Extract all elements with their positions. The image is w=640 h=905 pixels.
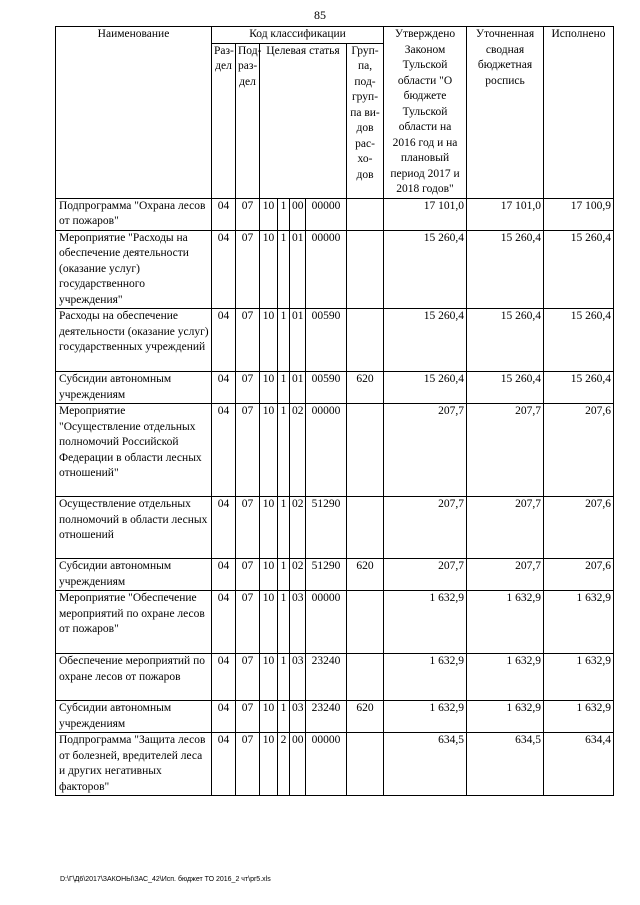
row-razdel: 04 — [212, 372, 236, 404]
row-refined: 207,7 — [467, 404, 544, 497]
row-refined: 1 632,9 — [467, 701, 544, 733]
row-name: Мероприятие "Обеспечение мероприятий по охране лесов от пожаров" — [56, 591, 212, 654]
row-target-program: 10 — [260, 309, 278, 372]
row-target-subprogram: 1 — [278, 230, 290, 309]
row-razdel: 04 — [212, 559, 236, 591]
row-target-code: 00000 — [306, 404, 347, 497]
row-approved: 207,7 — [384, 559, 467, 591]
row-name: Расходы на обеспечение деятельности (оказание услуг) государственных учреждений — [56, 309, 212, 372]
row-razdel: 04 — [212, 591, 236, 654]
row-group — [347, 654, 384, 701]
table-row — [56, 372, 614, 404]
row-approved: 15 260,4 — [384, 372, 467, 404]
table-row — [56, 230, 614, 309]
row-executed: 15 260,4 — [544, 372, 614, 404]
row-name: Мероприятие "Осуществление отдельных полномочий Российской Федерации в области лесных отношений" — [56, 404, 212, 497]
row-refined: 15 260,4 — [467, 309, 544, 372]
row-group — [347, 404, 384, 497]
row-executed: 207,6 — [544, 404, 614, 497]
page-number: 85 — [314, 8, 326, 22]
row-group — [347, 497, 384, 559]
row-razdel: 04 — [212, 230, 236, 309]
row-approved: 207,7 — [384, 497, 467, 559]
row-target-program: 10 — [260, 733, 278, 796]
row-razdel: 04 — [212, 654, 236, 701]
row-podrazdel: 07 — [236, 701, 260, 733]
row-target-code: 51290 — [306, 559, 347, 591]
row-approved: 1 632,9 — [384, 701, 467, 733]
row-refined: 1 632,9 — [467, 654, 544, 701]
header-executed: Исполнено — [544, 27, 614, 199]
row-name: Субсидии автономным учреждениям — [56, 701, 212, 733]
row-target-subprogram: 1 — [278, 654, 290, 701]
row-name: Осуществление отдельных полномочий в области лесных отношений — [56, 497, 212, 559]
row-executed: 634,4 — [544, 733, 614, 796]
row-target-code: 00000 — [306, 230, 347, 309]
row-group — [347, 309, 384, 372]
row-podrazdel: 07 — [236, 559, 260, 591]
row-approved: 15 260,4 — [384, 230, 467, 309]
row-podrazdel: 07 — [236, 372, 260, 404]
row-approved: 1 632,9 — [384, 591, 467, 654]
row-target-subprogram: 1 — [278, 372, 290, 404]
row-target-program: 10 — [260, 497, 278, 559]
row-approved: 17 101,0 — [384, 198, 467, 230]
row-razdel: 04 — [212, 497, 236, 559]
row-group: 620 — [347, 372, 384, 404]
header-classification: Код классификации — [212, 27, 384, 44]
row-target-subprogram: 2 — [278, 733, 290, 796]
row-target-event: 02 — [290, 404, 306, 497]
row-razdel: 04 — [212, 733, 236, 796]
table-row — [56, 701, 614, 733]
row-group: 620 — [347, 559, 384, 591]
header-approved: Утверждено Законом Тульской области "О бюджете Тульской области на 2016 год и на плановый период 2017 и 2018 годов" — [384, 27, 467, 199]
row-executed: 1 632,9 — [544, 654, 614, 701]
budget-table — [55, 26, 614, 796]
row-refined: 207,7 — [467, 559, 544, 591]
row-target-program: 10 — [260, 230, 278, 309]
row-approved: 1 632,9 — [384, 654, 467, 701]
row-target-event: 03 — [290, 591, 306, 654]
row-target-event: 01 — [290, 230, 306, 309]
row-target-code: 51290 — [306, 497, 347, 559]
row-razdel: 04 — [212, 701, 236, 733]
row-target-event: 00 — [290, 733, 306, 796]
row-target-program: 10 — [260, 559, 278, 591]
row-target-event: 01 — [290, 372, 306, 404]
row-target-code: 00000 — [306, 198, 347, 230]
row-refined: 15 260,4 — [467, 372, 544, 404]
row-target-code: 00000 — [306, 591, 347, 654]
row-target-subprogram: 1 — [278, 198, 290, 230]
row-name: Обеспечение мероприятий по охране лесов от пожаров — [56, 654, 212, 701]
table-row — [56, 309, 614, 372]
row-razdel: 04 — [212, 309, 236, 372]
row-name: Подпрограмма "Охрана лесов от пожаров" — [56, 198, 212, 230]
row-target-code: 00590 — [306, 309, 347, 372]
row-target-program: 10 — [260, 404, 278, 497]
row-podrazdel: 07 — [236, 497, 260, 559]
row-target-subprogram: 1 — [278, 497, 290, 559]
row-target-subprogram: 1 — [278, 309, 290, 372]
row-podrazdel: 07 — [236, 591, 260, 654]
table-row — [56, 559, 614, 591]
row-podrazdel: 07 — [236, 733, 260, 796]
row-name: Субсидии автономным учреждениям — [56, 559, 212, 591]
row-target-code: 23240 — [306, 701, 347, 733]
row-name: Мероприятие "Расходы на обеспечение деятельности (оказание услуг) государственного учреждения" — [56, 230, 212, 309]
row-target-event: 02 — [290, 497, 306, 559]
row-refined: 634,5 — [467, 733, 544, 796]
file-path-footer: D:\Г\Д6\2017\ЗАКОНЫ\ЗАС_42\Исп. бюджет ТО 2016_2 чт\pr5.xls — [60, 876, 271, 883]
row-executed: 1 632,9 — [544, 701, 614, 733]
table-row — [56, 654, 614, 701]
row-target-program: 10 — [260, 372, 278, 404]
row-approved: 207,7 — [384, 404, 467, 497]
row-group — [347, 591, 384, 654]
row-executed: 15 260,4 — [544, 309, 614, 372]
table-row — [56, 733, 614, 796]
row-group: 620 — [347, 701, 384, 733]
row-target-event: 00 — [290, 198, 306, 230]
row-target-program: 10 — [260, 701, 278, 733]
row-name: Подпрограмма "Защита лесов от болезней, вредителей леса и других негативных факторов" — [56, 733, 212, 796]
row-razdel: 04 — [212, 198, 236, 230]
row-target-event: 01 — [290, 309, 306, 372]
row-group — [347, 733, 384, 796]
row-target-subprogram: 1 — [278, 701, 290, 733]
row-target-event: 02 — [290, 559, 306, 591]
row-group — [347, 198, 384, 230]
table-row — [56, 404, 614, 497]
row-executed: 207,6 — [544, 559, 614, 591]
row-refined: 15 260,4 — [467, 230, 544, 309]
row-target-code: 00000 — [306, 733, 347, 796]
row-refined: 1 632,9 — [467, 591, 544, 654]
row-target-subprogram: 1 — [278, 559, 290, 591]
row-executed: 15 260,4 — [544, 230, 614, 309]
table-row — [56, 591, 614, 654]
table-row — [56, 497, 614, 559]
row-target-program: 10 — [260, 654, 278, 701]
row-approved: 15 260,4 — [384, 309, 467, 372]
row-executed: 1 632,9 — [544, 591, 614, 654]
header-podrazdel: Под- раз- дел — [236, 43, 260, 198]
table-row — [56, 198, 614, 230]
header-refined: Уточненная сводная бюджетная роспись — [467, 27, 544, 199]
row-podrazdel: 07 — [236, 230, 260, 309]
row-refined: 207,7 — [467, 497, 544, 559]
row-executed: 207,6 — [544, 497, 614, 559]
row-razdel: 04 — [212, 404, 236, 497]
row-target-subprogram: 1 — [278, 591, 290, 654]
row-target-event: 03 — [290, 701, 306, 733]
row-approved: 634,5 — [384, 733, 467, 796]
row-refined: 17 101,0 — [467, 198, 544, 230]
header-group: Груп- па, под- груп- па ви- дов рас- хо- дов — [347, 43, 384, 198]
header-target: Целевая статья — [260, 43, 347, 198]
row-target-program: 10 — [260, 591, 278, 654]
row-group — [347, 230, 384, 309]
row-target-subprogram: 1 — [278, 404, 290, 497]
row-target-code: 00590 — [306, 372, 347, 404]
row-podrazdel: 07 — [236, 404, 260, 497]
row-podrazdel: 07 — [236, 198, 260, 230]
row-target-event: 03 — [290, 654, 306, 701]
row-target-code: 23240 — [306, 654, 347, 701]
row-name: Субсидии автономным учреждениям — [56, 372, 212, 404]
header-name: Наименование — [56, 27, 212, 199]
row-target-program: 10 — [260, 198, 278, 230]
header-razdel: Раз- дел — [212, 43, 236, 198]
row-podrazdel: 07 — [236, 654, 260, 701]
row-podrazdel: 07 — [236, 309, 260, 372]
row-executed: 17 100,9 — [544, 198, 614, 230]
